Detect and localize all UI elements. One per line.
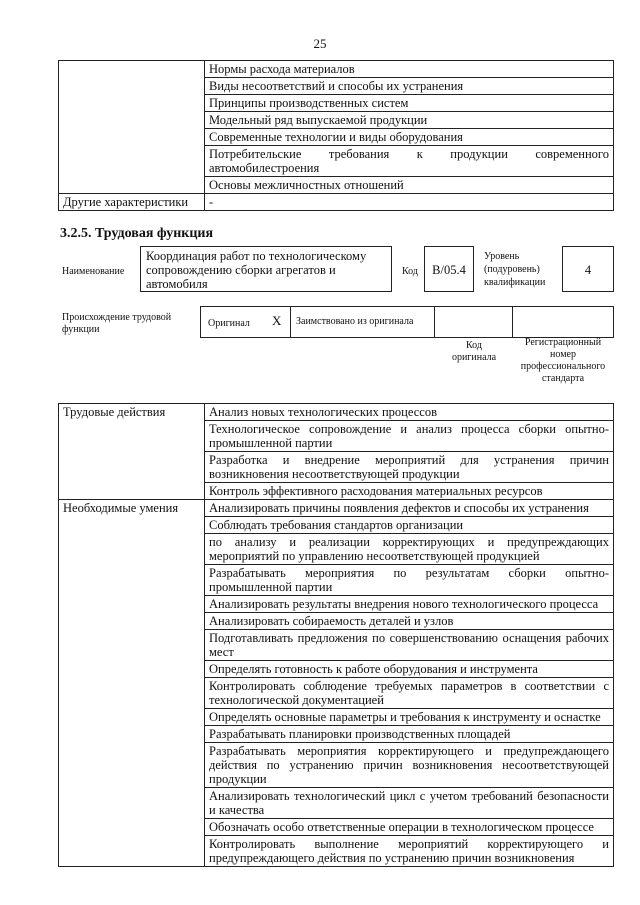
knowledge-row: Виды несоответствий и способы их устранения [205, 78, 614, 95]
skill-item: Обозначать особо ответственные операции в технологическом процессе [205, 819, 614, 836]
other-characteristics-label: Другие характеристики [59, 194, 205, 211]
name-label: Наименование [62, 266, 125, 277]
skill-item: по анализу и реализации корректирующих и предупреждающих мероприятий по управлению несоответствующей продукцией [205, 534, 614, 565]
page-number: 25 [313, 36, 327, 51]
skill-item: Контролировать выполнение мероприятий корректирующего и предупреждающего действия по устранению причин возникновения [205, 836, 614, 867]
code-value: B/05.4 [424, 246, 474, 292]
section-title: 3.2.5. Трудовая функция [60, 226, 214, 241]
knowledge-row: Современные технологии и виды оборудования [205, 129, 614, 146]
skill-item: Соблюдать требования стандартов организации [205, 517, 614, 534]
skill-item: Разрабатывать мероприятия по результатам сборки опытно-промышленной партии [205, 565, 614, 596]
knowledge-label-cell [59, 61, 205, 194]
skills-label: Необходимые умения [59, 500, 205, 867]
skill-item: Анализировать причины появления дефектов и способы их устранения [205, 500, 614, 517]
name-value: Координация работ по технологическому сопровождению сборки агрегатов и автомобиля [140, 246, 392, 292]
labor-actions-label: Трудовые действия [59, 404, 205, 500]
origin-label: Происхождение трудовой функции [62, 312, 172, 335]
borrowed-label: Заимствовано из оригинала [296, 316, 414, 327]
original-label: Оригинал [208, 318, 250, 329]
skill-item: Определять основные параметры и требования к инструменту и оснастке [205, 709, 614, 726]
knowledge-row: Потребительские требования к продукции современного автомобилестроения [205, 146, 614, 177]
original-mark: X [272, 313, 282, 328]
skill-item: Анализировать собираемость деталей и узлов [205, 613, 614, 630]
skill-item: Контролировать соблюдение требуемых параметров в соответствии с технологической документацией [205, 678, 614, 709]
code-caption: Код оригинала [451, 340, 497, 363]
other-characteristics-value: - [205, 194, 614, 211]
labor-action-item: Контроль эффективного расходования материальных ресурсов [205, 483, 614, 500]
labor-action-item: Технологическое сопровождение и анализ процесса сборки опытно-промышленной партии [205, 421, 614, 452]
skill-item: Анализировать результаты внедрения нового технологического процесса [205, 596, 614, 613]
skill-item: Определять готовность к работе оборудования и инструмента [205, 661, 614, 678]
knowledge-table [58, 60, 614, 211]
labor-action-item: Анализ новых технологических процессов [205, 404, 614, 421]
labor-action-item: Разработка и внедрение мероприятий для устранения причин возникновения несоответствующей продукции [205, 452, 614, 483]
knowledge-row: Основы межличностных отношений [205, 177, 614, 194]
origin-divider [290, 306, 291, 338]
labor-function-table [58, 403, 614, 867]
knowledge-row: Модельный ряд выпускаемой продукции [205, 112, 614, 129]
level-value: 4 [562, 246, 614, 292]
origin-divider [434, 306, 435, 338]
skill-item: Разрабатывать планировки производственных площадей [205, 726, 614, 743]
skill-item: Подготавливать предложения по совершенствованию оснащения рабочих мест [205, 630, 614, 661]
skill-item: Разрабатывать мероприятия корректирующего и предупреждающего действия по устранению причин возникновения несоответствующей продукции [205, 743, 614, 788]
origin-divider [512, 306, 513, 338]
code-label: Код [402, 266, 418, 277]
knowledge-row: Принципы производственных систем [205, 95, 614, 112]
registration-caption: Регистрационный номер профессионального стандарта [520, 337, 606, 384]
skill-item: Анализировать технологический цикл с учетом требований безопасности и качества [205, 788, 614, 819]
level-label: Уровень (подуровень) квалификации [484, 251, 546, 288]
knowledge-row: Нормы расхода материалов [205, 61, 614, 78]
